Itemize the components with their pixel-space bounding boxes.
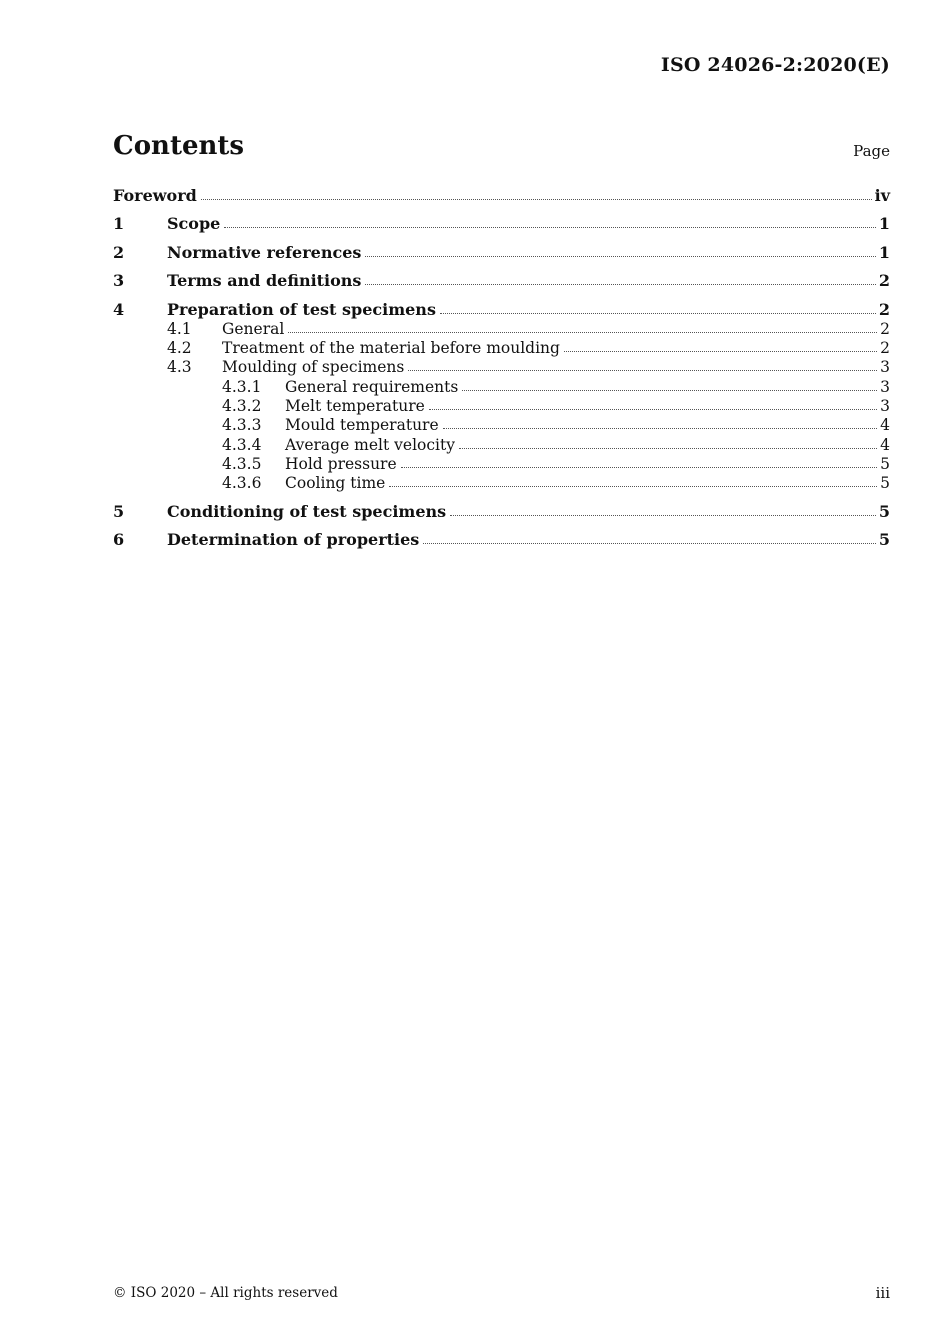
toc-entry[interactable] <box>113 378 890 396</box>
toc-entry-number: 4.2 <box>167 339 192 357</box>
toc-leader-dots <box>201 199 872 200</box>
toc-leader-dots <box>408 370 877 371</box>
toc-entry-number: 3 <box>113 271 125 290</box>
toc-leader-dots <box>429 409 877 410</box>
toc-leader-dots <box>365 284 875 285</box>
toc-entry-page: 3 <box>880 397 890 415</box>
toc-leader-dots <box>365 256 875 257</box>
footer-copyright: © ISO 2020 – All rights reserved <box>113 1285 338 1301</box>
toc-leader-dots <box>459 448 877 449</box>
toc-entry-title[interactable]: Preparation of test specimens <box>167 300 436 319</box>
document-id: ISO 24026-2:2020(E) <box>660 54 890 76</box>
toc-entry-number: 5 <box>113 502 125 521</box>
toc-entry-page: iv <box>874 186 890 205</box>
toc-entry-title[interactable]: General <box>222 320 285 338</box>
toc-entry[interactable] <box>113 243 890 262</box>
toc-entry-title[interactable]: Hold pressure <box>285 455 397 473</box>
toc-entry-title[interactable]: Mould temperature <box>285 416 439 434</box>
toc-entry-number: 2 <box>113 243 125 262</box>
toc-entry[interactable] <box>113 186 890 205</box>
footer-page-number: iii <box>875 1284 890 1302</box>
toc-entry[interactable] <box>113 502 890 521</box>
toc-entry-title[interactable]: Normative references <box>167 243 362 262</box>
toc-entry-page: 2 <box>878 271 890 290</box>
toc-entry-number: 4.3.6 <box>222 474 262 492</box>
page-column-label: Page <box>853 142 890 160</box>
toc-entry[interactable] <box>113 358 890 376</box>
toc-entry-page: 3 <box>880 378 890 396</box>
toc-entry-page: 2 <box>880 339 890 357</box>
toc-entry-number: 4.1 <box>167 320 192 338</box>
toc-entry-page: 5 <box>878 502 890 521</box>
toc-entry-number: 6 <box>113 530 125 549</box>
toc-entry-page: 4 <box>880 436 890 454</box>
toc-entry-title[interactable]: Determination of properties <box>167 530 420 549</box>
toc-entry-title[interactable]: Melt temperature <box>285 397 425 415</box>
toc-entry-number: 1 <box>113 214 125 233</box>
toc-entry-title[interactable]: Scope <box>167 214 221 233</box>
toc-entry[interactable] <box>113 300 890 319</box>
toc-entry-page: 1 <box>878 243 890 262</box>
toc-entry-page: 2 <box>880 320 890 338</box>
toc-entry-number: 4.3.1 <box>222 378 262 396</box>
toc-entry-title[interactable]: Moulding of specimens <box>222 358 405 376</box>
toc-entry-page: 4 <box>880 416 890 434</box>
toc-entry[interactable] <box>113 436 890 454</box>
toc-entry[interactable] <box>113 339 890 357</box>
toc-entry-page: 1 <box>878 214 890 233</box>
toc-leader-dots <box>443 428 877 429</box>
toc-leader-dots <box>462 390 877 391</box>
toc-leader-dots <box>401 467 877 468</box>
toc-leader-dots <box>450 515 876 516</box>
toc-leader-dots <box>389 486 877 487</box>
toc-entry-title[interactable]: Foreword <box>113 186 197 205</box>
toc-entry-number: 4.3.2 <box>222 397 262 415</box>
toc-entry[interactable] <box>113 397 890 415</box>
toc-entry-page: 3 <box>880 358 890 376</box>
toc-entry[interactable] <box>113 455 890 473</box>
toc-leader-dots <box>440 313 876 314</box>
toc-entry-page: 5 <box>878 530 890 549</box>
toc-entry-title[interactable]: Terms and definitions <box>167 271 362 290</box>
toc-entry-page: 2 <box>878 300 890 319</box>
contents-heading: Contents <box>113 131 245 161</box>
toc-entry-page: 5 <box>880 455 890 473</box>
toc-entry[interactable] <box>113 416 890 434</box>
toc-entry[interactable] <box>113 530 890 549</box>
toc-leader-dots <box>423 543 876 544</box>
toc-entry-number: 4.3 <box>167 358 192 376</box>
toc-leader-dots <box>288 332 877 333</box>
toc-entry-title[interactable]: Average melt velocity <box>285 436 455 454</box>
toc-entry-number: 4 <box>113 300 125 319</box>
toc-entry-number: 4.3.5 <box>222 455 262 473</box>
toc-leader-dots <box>224 227 876 228</box>
toc-entry-page: 5 <box>880 474 890 492</box>
toc-leader-dots <box>564 351 877 352</box>
toc-entry-title[interactable]: General requirements <box>285 378 459 396</box>
toc-entry-number: 4.3.3 <box>222 416 262 434</box>
toc-entry[interactable] <box>113 214 890 233</box>
toc-entry[interactable] <box>113 271 890 290</box>
toc-entry-title[interactable]: Conditioning of test specimens <box>167 502 447 521</box>
toc-entry[interactable] <box>113 474 890 492</box>
toc-entry-number: 4.3.4 <box>222 436 262 454</box>
toc-entry[interactable] <box>113 320 890 338</box>
toc-entry-title[interactable]: Treatment of the material before moulding <box>222 339 560 357</box>
toc-entry-title[interactable]: Cooling time <box>285 474 386 492</box>
